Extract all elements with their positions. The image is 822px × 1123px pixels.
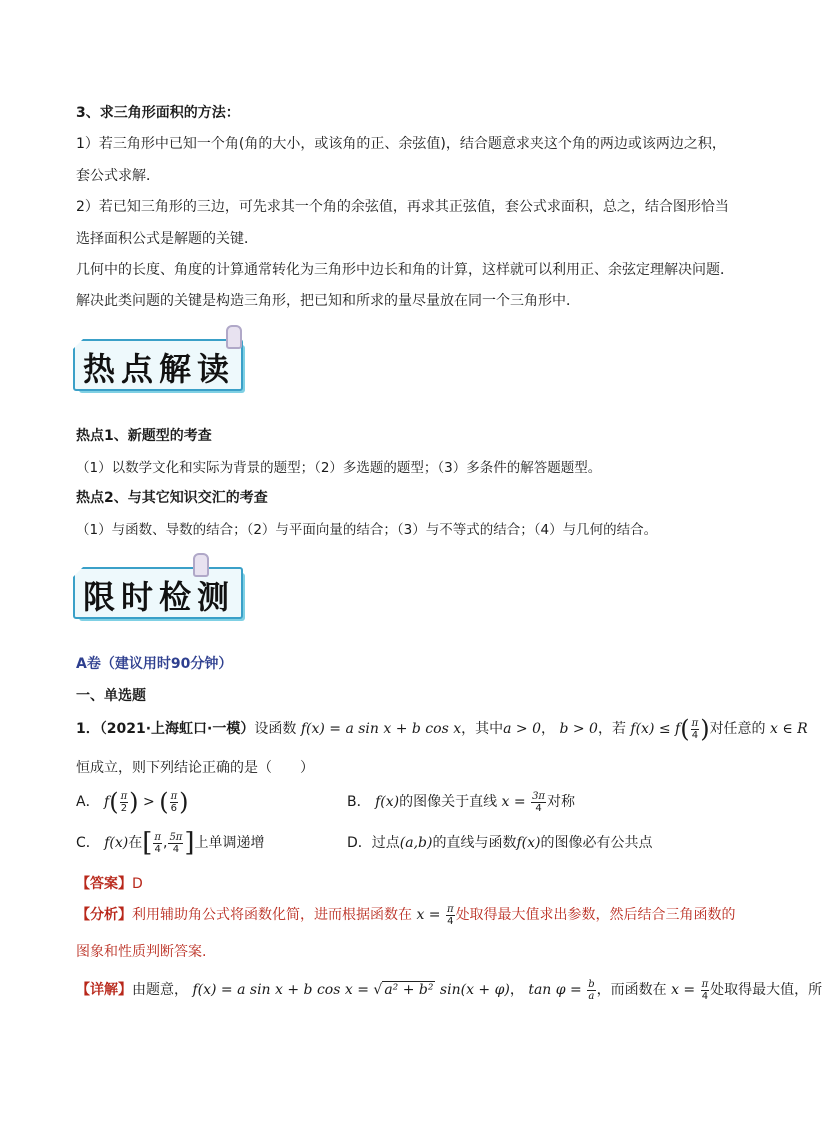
question-1-line-2: 恒成立，则下列结论正确的是（ ） <box>76 760 314 776</box>
analysis-line-2: 图象和性质判断答案. <box>76 944 207 960</box>
option-d[interactable] <box>347 826 652 860</box>
math-fx: f(x) <box>375 794 400 810</box>
math-fx: f(x) <box>104 835 129 851</box>
math-comma: , <box>162 835 168 851</box>
section-a-title: A卷（建议用时90分钟） <box>76 656 233 672</box>
condition-b: b > 0 <box>559 721 598 737</box>
option-text: 在 <box>128 835 143 851</box>
stem-text: ， <box>541 721 555 737</box>
hotspot-2-title: 热点2、与其它知识交汇的考查 <box>76 490 268 506</box>
single-choice-heading: 一、单选题 <box>76 688 146 704</box>
answer-label: 【答案】 <box>76 876 132 892</box>
math-fx: f(x) <box>516 835 541 851</box>
analysis-text: 利用辅助角公式将函数化简，进而根据函数在 <box>132 907 412 923</box>
pi-over-4: $\frac{\pi}{4}$ <box>701 978 709 1002</box>
analysis-text: 处取得最大值求出参数，然后结合三角函数的 <box>455 907 736 923</box>
methods-heading: 3、求三角形面积的方法： <box>76 105 240 121</box>
test-banner-title: 限时检测 <box>83 578 236 616</box>
question-1-stem: 1．（2021·上海虹口·一模）设函数 f(x) = a sin x + b cos x，其中a > 0， b > 0，若 f(x) ≤ f( $\frac{\pi}{4}$ )对任意的 x ∈ R <box>76 715 808 743</box>
detail-text: 由题意， <box>132 982 188 998</box>
option-b[interactable] <box>347 785 575 819</box>
math-x-eq: x = <box>501 794 526 810</box>
hotspot-2-body: （1）与函数、导数的结合；（2）与平面向量的结合；（3）与不等式的结合；（4）与几何的结合。 <box>76 522 658 538</box>
tan-phi: tan φ = <box>528 982 587 998</box>
math-x-eq: x = <box>671 982 696 998</box>
sqrt-content: a² + b² <box>384 982 434 998</box>
question-source: （2021·上海虹口·一模） <box>99 721 255 737</box>
b-over-a: $\frac{b}{a}$ <box>588 978 595 1002</box>
math-gt: > <box>143 794 155 810</box>
sqrt-icon: √ <box>373 982 383 998</box>
option-text: 的图像必有公共点 <box>540 835 653 851</box>
option-label: D．过点 <box>347 835 400 851</box>
stem-text: 对任意的 <box>709 721 766 737</box>
detail-sep: ， <box>509 982 524 998</box>
analysis-label: 【分析】 <box>76 907 132 923</box>
point-ab: (a,b) <box>399 835 433 851</box>
option-c[interactable]: C． f(x)在[ $\frac{\pi}{4}$ , $\frac{5\pi}{4}$ ]上单调递增 <box>76 828 265 858</box>
pi-over-4: $\frac{\pi}{4}$ <box>154 831 161 855</box>
math-f: f <box>104 794 110 810</box>
pi-over-4: $\frac{\pi}{4}$ <box>691 717 699 741</box>
5pi-over-4: $\frac{5\pi}{4}$ <box>169 831 183 855</box>
analysis <box>76 898 736 932</box>
function-def: f(x) = a sin x + b cos x <box>300 721 462 737</box>
answer <box>76 873 143 893</box>
formula-tail: sin(x + φ) <box>435 982 510 998</box>
hotspot-1-body: （1）以数学文化和实际为背景的题型；（2）多选题的题型；（3）多条件的解答题题型。 <box>76 460 602 476</box>
option-label: C． <box>76 835 100 851</box>
pi-over-2: $\frac{\pi}{2}$ <box>120 790 128 814</box>
detail <box>76 972 822 1008</box>
pi-over-4: $\frac{\pi}{4}$ <box>446 903 454 927</box>
stem-text: ，若 <box>597 721 626 737</box>
method-2-line-1: 2）若已知三角形的三边，可先求其一个角的余弦值，再求其正弦值，套公式求面积，总之，结合图形恰当 <box>76 199 729 215</box>
option-label: B． <box>347 794 371 810</box>
option-label: A． <box>76 794 100 810</box>
detail-label: 【详解】 <box>76 982 132 998</box>
detail-text: ，而函数在 <box>596 982 667 998</box>
inequality: f(x) ≤ f <box>630 721 681 737</box>
hotspot-banner <box>73 339 247 389</box>
formula: f(x) = a sin x + b cos x = <box>192 982 374 998</box>
test-banner <box>73 567 247 617</box>
domain: x ∈ R <box>770 721 808 737</box>
option-text: 的图像关于直线 <box>399 794 498 810</box>
stem-text: 设函数 <box>254 721 297 737</box>
stem-text: ，其中 <box>461 721 504 737</box>
detail-text: 处取得最大值，所 <box>710 982 822 998</box>
pi-over-6: $\frac{\pi}{6}$ <box>170 790 178 814</box>
method-1-line-1: 1）若三角形中已知一个角(角的大小，或该角的正、余弦值)，结合题意求夹这个角的两边或该两边之积， <box>76 136 726 152</box>
method-2-line-2: 选择面积公式是解题的关键． <box>76 231 258 247</box>
key-note: 解决此类问题的关键是构造三角形，把已知和所求的量尽量放在同一个三角形中． <box>76 293 580 309</box>
hotspot-banner-title: 热点解读 <box>83 350 236 388</box>
question-number: 1． <box>76 721 100 737</box>
3pi-over-4: $\frac{3\pi}{4}$ <box>532 790 545 814</box>
option-text: 对称 <box>547 794 575 810</box>
hotspot-1-title: 热点1、新题型的考查 <box>76 428 212 444</box>
answer-value: D <box>132 876 143 892</box>
method-1-line-2: 套公式求解． <box>76 168 160 184</box>
condition-a: a > 0 <box>503 721 541 737</box>
math-x-eq: x = <box>416 907 441 923</box>
geometry-note: 几何中的长度、角度的计算通常转化为三角形中边长和角的计算，这样就可以利用正、余弦定理解决问题． <box>76 262 734 278</box>
option-a[interactable]: A． f( $\frac{\pi}{2}$ ) > ( $\frac{\pi}{6}$ ) <box>76 788 189 816</box>
option-text: 的直线与函数 <box>432 835 517 851</box>
option-text: 上单调递增 <box>194 835 265 851</box>
